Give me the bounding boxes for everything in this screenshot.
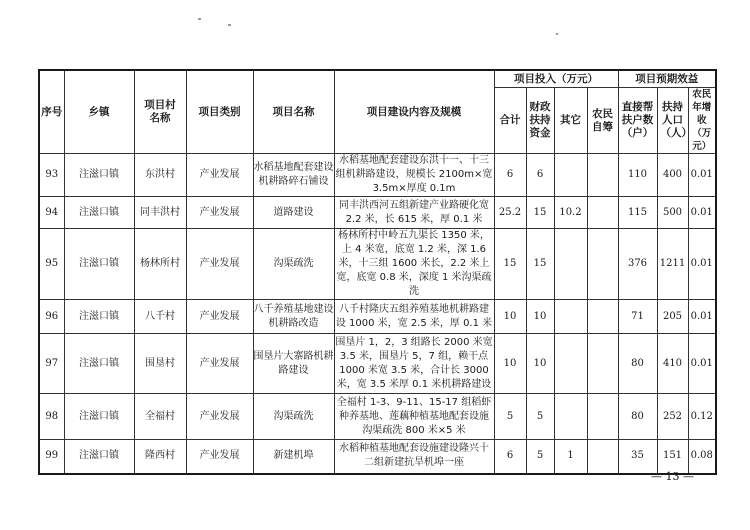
row-farmer — [587, 154, 618, 197]
row-farmer — [587, 300, 618, 334]
row-households: 376 — [618, 229, 657, 300]
row-category: 产业发展 — [186, 229, 253, 300]
header-village-text: 项目村名称 — [144, 99, 176, 124]
row-village: 东洪村 — [134, 154, 186, 197]
row-town: 注滋口镇 — [64, 229, 134, 300]
row-project-name: 围垦片大寨路机耕路建设 — [253, 334, 334, 394]
row-households: 80 — [618, 394, 657, 440]
row-income: 0.08 — [688, 440, 716, 474]
row-fiscal: 5 — [526, 440, 554, 474]
project-table — [38, 69, 717, 475]
header-total: 合计 — [494, 88, 526, 154]
row-income: 0.01 — [688, 300, 716, 334]
row-total: 25.2 — [494, 197, 526, 229]
row-town: 注滋口镇 — [64, 197, 134, 229]
row-project-name: 水稻基地配套建设机耕路碎石铺设 — [253, 154, 334, 197]
row-seq: 96 — [39, 300, 64, 334]
header-fiscal — [526, 88, 554, 154]
row-project-name: 新建机埠 — [253, 440, 334, 474]
header-households — [618, 88, 657, 154]
row-category: 产业发展 — [186, 154, 253, 197]
row-town: 注滋口镇 — [64, 300, 134, 334]
page-number: — 13 — — [651, 470, 694, 483]
row-seq: 95 — [39, 229, 64, 300]
row-total: 5 — [494, 394, 526, 440]
header-farmer — [587, 88, 618, 154]
scan-speck — [228, 24, 231, 26]
row-fiscal: 6 — [526, 154, 554, 197]
row-town: 注滋口镇 — [64, 154, 134, 197]
table-row — [39, 334, 716, 394]
row-fiscal: 5 — [526, 394, 554, 440]
row-people: 151 — [657, 440, 688, 474]
header-income — [688, 88, 716, 154]
header-project-name: 项目名称 — [253, 70, 334, 154]
header-benefit-group: 项目预期效益 — [618, 70, 716, 88]
row-village: 同丰洪村 — [134, 197, 186, 229]
row-fiscal: 15 — [526, 197, 554, 229]
row-households: 115 — [618, 197, 657, 229]
row-project-name: 八千养殖基地建设机耕路改造 — [253, 300, 334, 334]
header-category: 项目类别 — [186, 70, 253, 154]
row-income: 0.01 — [688, 334, 716, 394]
row-content: 八千村隆庆五组养殖基地机耕路建设 1000 米，宽 2.5 米，厚 0.1 米 — [334, 300, 494, 334]
row-total: 6 — [494, 440, 526, 474]
row-seq: 97 — [39, 334, 64, 394]
row-households: 110 — [618, 154, 657, 197]
table-row — [39, 440, 716, 474]
row-seq: 99 — [39, 440, 64, 474]
row-village: 隆西村 — [134, 440, 186, 474]
header-people — [657, 88, 692, 154]
row-fiscal: 10 — [526, 300, 554, 334]
row-content: 全福村 1-3、9-11、15-17 组稻虾种养基地、莲藕种植基地配套设施沟渠疏洗 800 米×5 米 — [334, 394, 494, 440]
row-other — [554, 300, 587, 334]
row-total: 10 — [494, 300, 526, 334]
row-other: 10.2 — [554, 197, 587, 229]
header-farmer-text: 农民自筹 — [592, 107, 613, 133]
row-category: 产业发展 — [186, 394, 253, 440]
row-other — [554, 394, 587, 440]
row-income: 0.12 — [688, 394, 716, 440]
row-village: 全福村 — [134, 394, 186, 440]
table-row — [39, 300, 716, 334]
row-fiscal: 15 — [526, 229, 554, 300]
header-households-text: 直接帮扶户数（户） — [621, 101, 654, 139]
row-income: 0.01 — [688, 154, 716, 197]
scan-speck — [556, 33, 558, 35]
row-total: 10 — [494, 334, 526, 394]
row-village: 围垦村 — [134, 334, 186, 394]
row-town: 注滋口镇 — [64, 334, 134, 394]
row-people: 205 — [657, 300, 688, 334]
row-income: 0.01 — [688, 229, 716, 300]
row-fiscal: 10 — [526, 334, 554, 394]
row-seq: 98 — [39, 394, 64, 440]
row-category: 产业发展 — [186, 197, 253, 229]
row-other — [554, 154, 587, 197]
row-content: 水稻种植基地配套设施建设隆兴十二组新建抗旱机埠一座 — [334, 440, 494, 474]
header-fiscal-text: 财政扶持资金 — [529, 101, 551, 139]
row-content: 同丰洪西河五组新建产业路硬化宽 2.2 米，长 615 米，厚 0.1 米 — [334, 197, 494, 229]
row-total: 6 — [494, 154, 526, 197]
row-people: 410 — [657, 334, 688, 394]
row-seq: 94 — [39, 197, 64, 229]
row-households: 35 — [618, 440, 657, 474]
header-town: 乡镇 — [64, 70, 134, 154]
row-village: 八千村 — [134, 300, 186, 334]
row-other — [554, 334, 587, 394]
row-town: 注滋口镇 — [64, 440, 134, 474]
row-category: 产业发展 — [186, 440, 253, 474]
row-farmer — [587, 440, 618, 474]
row-other: 1 — [554, 440, 587, 474]
header-seq: 序号 — [39, 70, 64, 154]
header-people-text: 扶持人口（人） — [660, 101, 692, 139]
header-content: 项目建设内容及规模 — [334, 70, 494, 154]
row-seq: 93 — [39, 154, 64, 197]
row-total: 15 — [494, 229, 526, 300]
row-project-name: 沟渠疏洗 — [253, 229, 334, 300]
header-income-text: 农民年增收（万元） — [692, 89, 712, 152]
row-people: 252 — [657, 394, 688, 440]
row-category: 产业发展 — [186, 300, 253, 334]
row-village: 杨林所村 — [134, 229, 186, 300]
row-content: 围垦片 1，2，3 组路长 2000 米宽 3.5 米，围垦片 5，7 组，赖干点 1000 米宽 3.5 米，合计长 3000 米，宽 3.5 米厚 0.1 米机耕路建设 — [334, 334, 494, 394]
header-investment-group: 项目投入（万元） — [494, 70, 618, 88]
row-project-name: 道路建设 — [253, 197, 334, 229]
table-row — [39, 394, 716, 440]
row-farmer — [587, 197, 618, 229]
row-category: 产业发展 — [186, 334, 253, 394]
header-village — [134, 70, 186, 154]
row-town: 注滋口镇 — [64, 394, 134, 440]
table-row — [39, 229, 716, 300]
table-row — [39, 197, 716, 229]
row-households: 71 — [618, 300, 657, 334]
row-project-name: 沟渠疏洗 — [253, 394, 334, 440]
table-row — [39, 154, 716, 197]
row-income: 0.01 — [688, 197, 716, 229]
scan-speck — [198, 18, 201, 20]
row-farmer — [587, 229, 618, 300]
row-farmer — [587, 394, 618, 440]
row-people: 1211 — [657, 229, 688, 300]
header-other: 其它 — [554, 88, 587, 154]
row-farmer — [587, 334, 618, 394]
row-content: 杨林所村中岭五九渠长 1350 米，上 4 米宽，底宽 1.2 米，深 1.6 米，十三组 1600 米长，2.2 米上宽，底宽 0.8 米，深度 1 米沟渠疏洗 — [334, 229, 494, 300]
row-other — [554, 229, 587, 300]
row-people: 400 — [657, 154, 688, 197]
row-content: 水稻基地配套建设东洪十一、十三组机耕路建设，规模长 2100m×宽 3.5m×厚度 0.1m — [334, 154, 494, 197]
row-households: 80 — [618, 334, 657, 394]
row-people: 500 — [657, 197, 688, 229]
